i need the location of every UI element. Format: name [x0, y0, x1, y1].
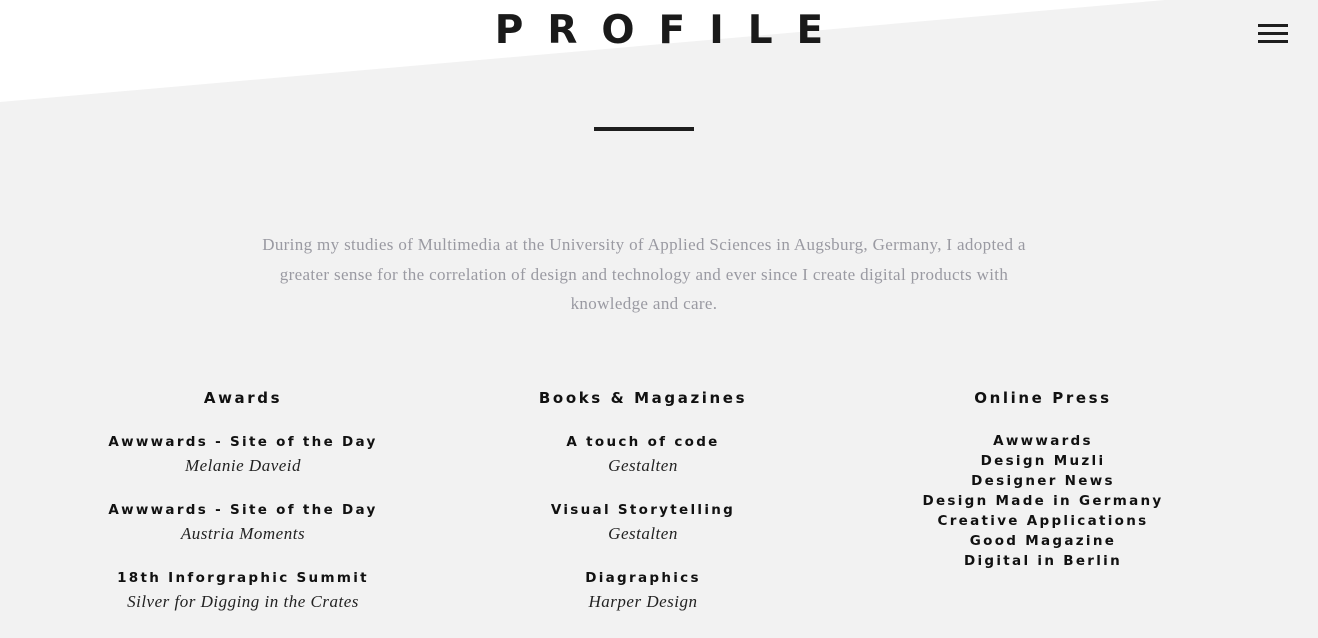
- intro-paragraph: During my studies of Multimedia at the University of Applied Sciences in Augsburg, Germany, I adopted a greater sense for the correlation of design and technology and ever since I create digital products with knowledge and care.: [262, 235, 1026, 313]
- awards-section: [43, 387, 443, 635]
- award-title: Awwwards - Site of the Day: [108, 502, 378, 518]
- page-title: PROFILE: [494, 8, 848, 53]
- book-publisher: Gestalten: [608, 456, 678, 475]
- book-entry: [443, 567, 843, 615]
- award-entry: [43, 431, 443, 479]
- title-divider: [594, 127, 694, 131]
- award-title: Awwwards - Site of the Day: [108, 434, 378, 450]
- press-link[interactable]: Designer News: [971, 473, 1115, 489]
- press-link[interactable]: Creative Applications: [937, 513, 1149, 529]
- award-entry: [43, 499, 443, 547]
- online-press-section: [843, 387, 1243, 571]
- award-subtitle: Austria Moments: [180, 524, 306, 543]
- press-link[interactable]: Good Magazine: [969, 533, 1117, 549]
- award-title: 18th Inforgraphic Summit: [117, 570, 369, 586]
- book-title: A touch of code: [566, 434, 720, 450]
- press-link[interactable]: Design Muzli: [980, 453, 1106, 469]
- press-link[interactable]: Awwwards: [993, 433, 1093, 449]
- book-publisher: Harper Design: [588, 592, 698, 611]
- awards-heading: Awards: [203, 389, 283, 407]
- book-title: Diagraphics: [585, 570, 701, 586]
- books-magazines-section: [443, 387, 843, 635]
- award-entry: [43, 567, 443, 615]
- book-publisher: Gestalten: [608, 524, 678, 543]
- press-heading: Online Press: [974, 389, 1112, 407]
- press-link[interactable]: Digital in Berlin: [963, 553, 1123, 569]
- book-title: Visual Storytelling: [550, 502, 736, 518]
- book-entry: [443, 499, 843, 547]
- award-subtitle: Silver for Digging in the Crates: [127, 592, 359, 611]
- menu-button[interactable]: [1256, 22, 1290, 46]
- book-entry: [443, 431, 843, 479]
- books-heading: Books & Magazines: [538, 389, 748, 407]
- press-list: [843, 431, 1243, 571]
- press-link[interactable]: Design Made in Germany: [922, 493, 1164, 509]
- award-subtitle: Melanie Daveid: [184, 456, 302, 475]
